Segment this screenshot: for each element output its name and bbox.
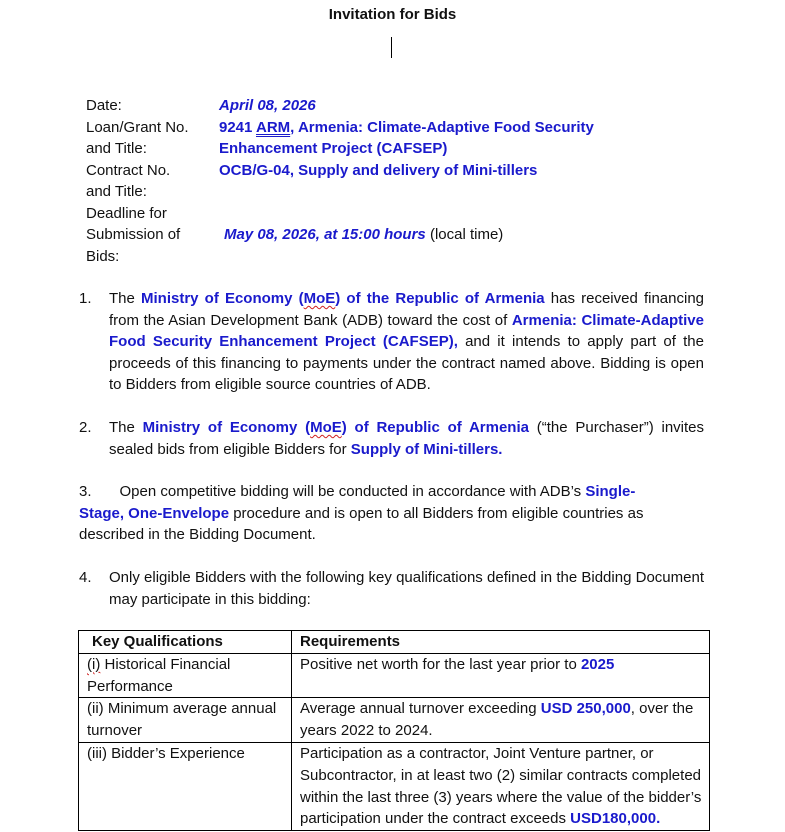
- loan-country-code: ARM: [256, 118, 291, 136]
- paragraph-2: [79, 417, 704, 460]
- paragraph-3: [79, 481, 679, 546]
- requirement-cell: Positive net worth for the last year prior to 2025: [292, 653, 710, 698]
- qualifications-table: [78, 630, 710, 831]
- spellcheck-flag[interactable]: MoE: [310, 419, 342, 436]
- qualification-cell: (i) Historical Financial Performance: [79, 653, 292, 698]
- paragraph-number: 3.: [79, 483, 92, 500]
- loan-value: [219, 117, 594, 139]
- date-value: April 08, 2026: [219, 97, 316, 114]
- deadline-label: Deadline for: [86, 204, 167, 222]
- deadline-value: [224, 224, 503, 246]
- deadline-date: May 08, 2026, at 15:00 hours: [224, 226, 426, 243]
- requirement-cell: Average annual turnover exceeding USD 250,000, over the years 2022 to 2024.: [292, 698, 710, 743]
- paragraph-1: [79, 288, 704, 396]
- loan-number: 9241: [219, 118, 253, 136]
- deadline-label-end: Bids:: [86, 247, 120, 265]
- paragraph-text: The Ministry of Economy (MoE) of Republic of Armenia (“the Purchaser”) invites sealed bids from eligible Bidders for Supply of Mini-tillers.: [109, 419, 705, 458]
- deadline-label-cont: Submission of: [86, 226, 181, 243]
- paragraph-number: 2.: [79, 419, 92, 436]
- document-title: Invitation for Bids: [328, 6, 457, 23]
- table-row: [79, 698, 710, 743]
- loan-title: , Armenia: Climate-Adaptive Food Security: [290, 118, 594, 136]
- spellcheck-flag[interactable]: (i): [87, 655, 101, 673]
- table-row: [79, 653, 710, 698]
- contract-label-cont: and Title:: [86, 183, 147, 200]
- paragraph-text: Only eligible Bidders with the following key qualifications defined in the Bidding Document may participate in this bidding:: [109, 569, 704, 608]
- paragraph-text-cont: procedure and is open to all Bidders from eligible countries as described in the Bidding Document.: [79, 504, 644, 543]
- table-row: [79, 742, 710, 830]
- table-header-row: [79, 631, 710, 654]
- spellcheck-flag[interactable]: MoE: [303, 290, 336, 307]
- loan-label-cont: and Title:: [86, 140, 147, 157]
- loan-label: Loan/Grant No.: [86, 118, 189, 136]
- column-header-requirements: Requirements: [292, 631, 710, 654]
- text-cursor: [391, 37, 392, 58]
- paragraph-text: Open competitive bidding will be conducted in accordance with ADB’s: [119, 483, 586, 500]
- qualification-cell: (ii) Minimum average annual turnover: [79, 698, 292, 743]
- date-label: Date:: [86, 97, 122, 114]
- deadline-suffix: (local time): [425, 226, 504, 243]
- paragraph-number: 1.: [79, 290, 92, 307]
- paragraph-4: [79, 567, 704, 610]
- procedure-name: Single-Stage, One-Envelope: [79, 483, 636, 522]
- paragraph-number: 4.: [79, 569, 92, 586]
- requirement-cell: Participation as a contractor, Joint Venture partner, or Subcontractor, in at least two (2) similar contracts completed within the last three (3) years where the value of the bidder’s participation under the contract exceeds USD180,000.: [292, 742, 710, 830]
- column-header-qualifications: Key Qualifications: [79, 631, 292, 654]
- qualification-cell: (iii) Bidder’s Experience: [79, 742, 292, 830]
- contract-value: OCB/G-04, Supply and delivery of Mini-tillers: [219, 161, 538, 179]
- contract-label: Contract No.: [86, 161, 171, 179]
- paragraph-text: The Ministry of Economy (MoE) of the Republic of Armenia has received financing from the Asian Development Bank (ADB) toward the cost of Armenia: Climate-Adaptive Food Security Enhancement Project (CAFSEP), and it intends to apply part of the proceeds of this financing to payments under the contract named above. Bidding is open to Bidders from eligible source countries of ADB.: [109, 290, 705, 393]
- loan-title-cont: Enhancement Project (CAFSEP): [219, 140, 448, 157]
